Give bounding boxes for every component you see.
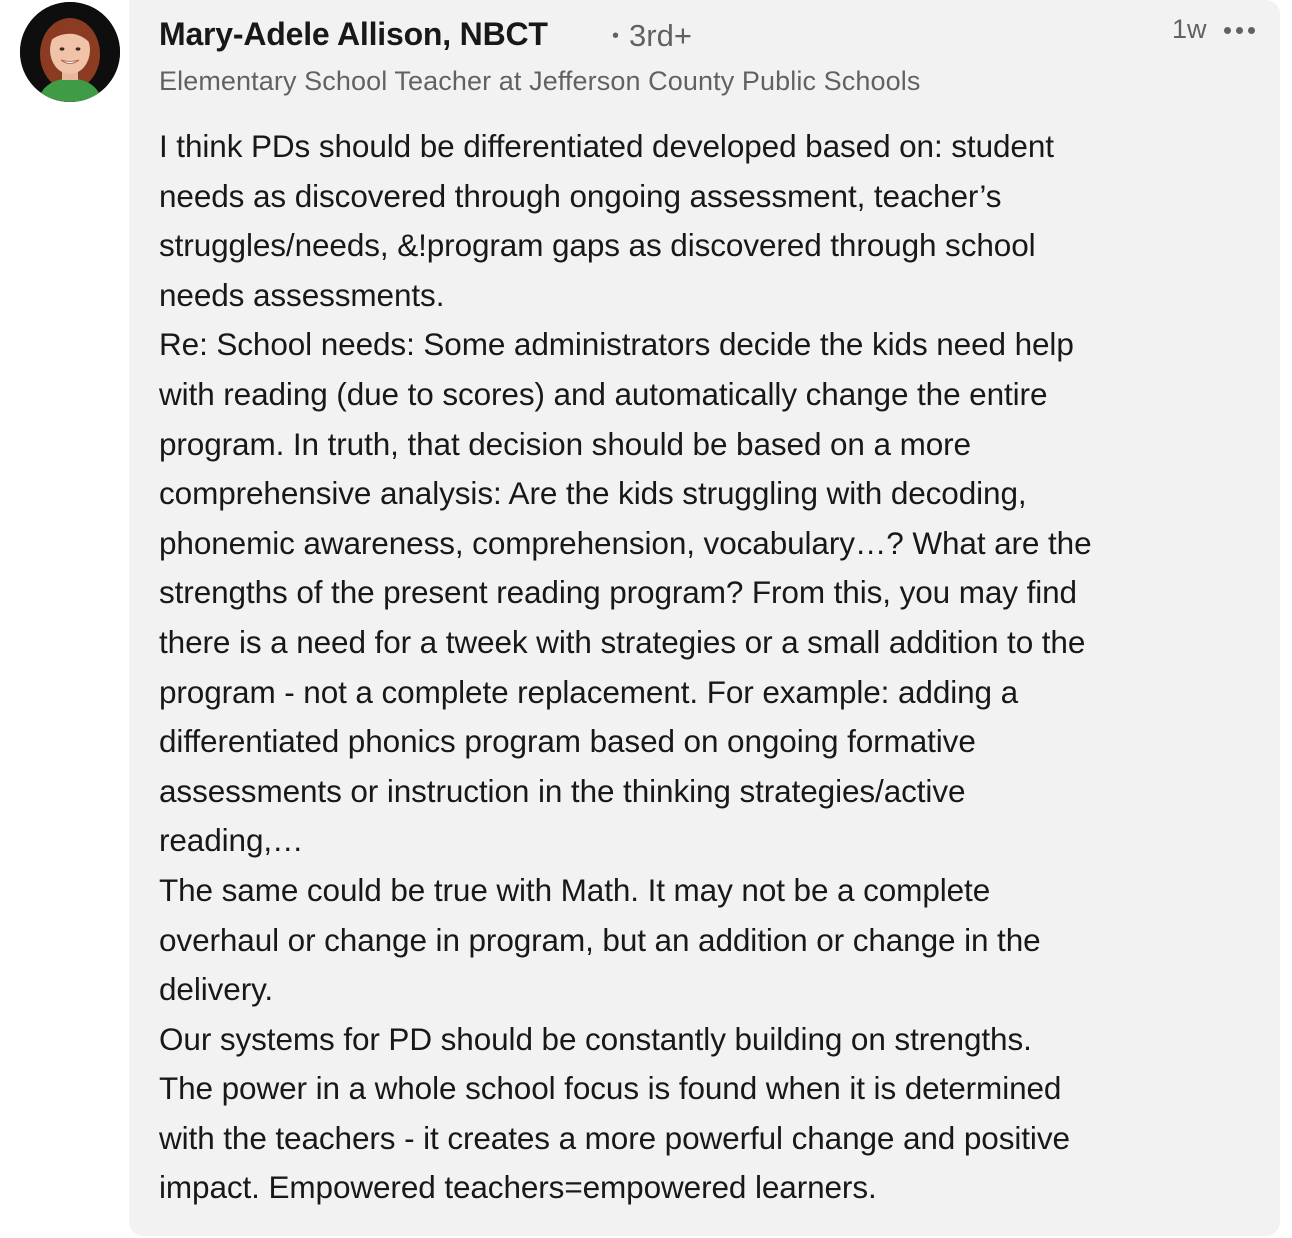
comment-line: The same could be true with Math. It may not be a complete bbox=[159, 871, 991, 908]
comment-line: reading,… bbox=[159, 822, 304, 859]
more-horizontal-icon[interactable] bbox=[1219, 14, 1259, 46]
comment-line: The power in a whole school focus is found when it is determined bbox=[159, 1070, 1062, 1107]
comment-line: assessments or instruction in the thinking strategies/active bbox=[159, 772, 966, 809]
comment-text bbox=[159, 122, 1259, 1213]
comment-line: there is a need for a tweek with strategies or a small addition to the bbox=[159, 623, 1086, 660]
more-dot bbox=[1248, 27, 1255, 34]
comment-line: Our systems for PD should be constantly building on strengths. bbox=[159, 1020, 1032, 1057]
comment-line: program - not a complete replacement. For example: adding a bbox=[159, 673, 1019, 710]
comment-line: with the teachers - it creates a more powerful change and positive bbox=[159, 1119, 1070, 1156]
comment-bubble bbox=[129, 0, 1280, 1236]
comment-line: impact. Empowered teachers=empowered learners. bbox=[159, 1169, 877, 1206]
comment-line: struggles/needs, &!program gaps as discovered through school bbox=[159, 227, 1036, 264]
avatar-photo bbox=[20, 2, 120, 102]
author-name[interactable]: Mary-Adele Allison, NBCT bbox=[159, 16, 548, 52]
comment-line: strengths of the present reading program? From this, you may find bbox=[159, 574, 1077, 611]
comment-line: phonemic awareness, comprehension, vocabulary…? What are the bbox=[159, 524, 1092, 561]
comment-line: Re: School needs: Some administrators decide the kids need help bbox=[159, 326, 1074, 363]
comment-line: program. In truth, that decision should be based on a more bbox=[159, 425, 971, 462]
comment-line: comprehensive analysis: Are the kids struggling with decoding, bbox=[159, 475, 1027, 512]
connection-degree-label: 3rd+ bbox=[629, 18, 692, 53]
comment-line: with reading (due to scores) and automatically change the entire bbox=[159, 375, 1048, 412]
connection-degree bbox=[612, 18, 692, 54]
comment-line: differentiated phonics program based on ongoing formative bbox=[159, 723, 976, 760]
author-headline: Elementary School Teacher at Jefferson County Public Schools bbox=[159, 66, 921, 96]
comment-line: I think PDs should be differentiated developed based on: student bbox=[159, 128, 1054, 164]
more-dot bbox=[1224, 27, 1231, 34]
comment-timestamp: 1w bbox=[1172, 14, 1207, 44]
more-dot bbox=[1236, 27, 1243, 34]
comment-line: overhaul or change in program, but an addition or change in the bbox=[159, 921, 1041, 958]
comment-line: delivery. bbox=[159, 971, 274, 1008]
comment-line: needs assessments. bbox=[159, 276, 445, 313]
comment-line: needs as discovered through ongoing assessment, teacher’s bbox=[159, 177, 1002, 214]
author-avatar[interactable] bbox=[20, 2, 120, 102]
separator-dot-icon: • bbox=[612, 25, 620, 47]
